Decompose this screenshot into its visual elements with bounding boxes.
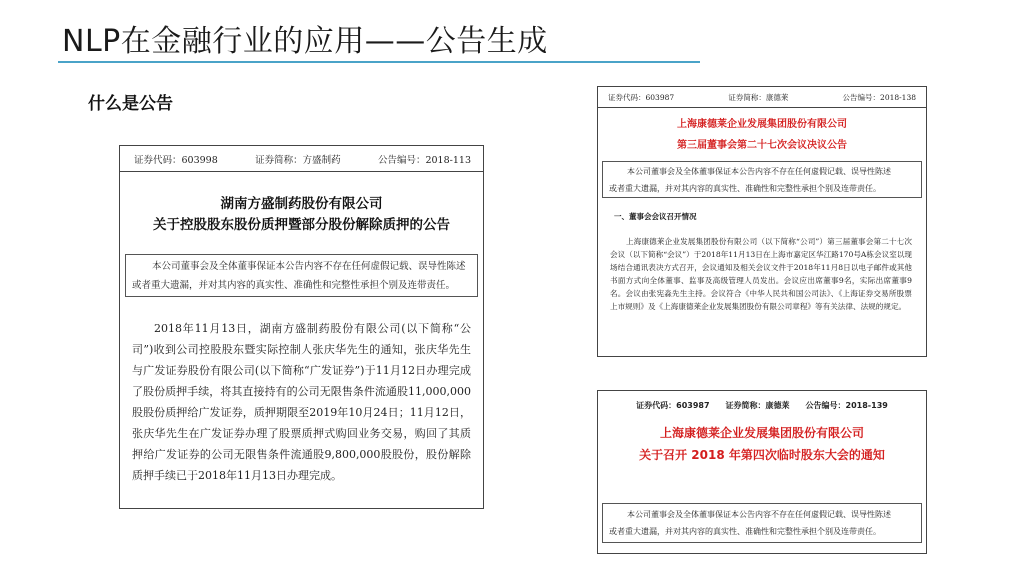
company-name: 湖南方盛制药股份有限公司 [220,196,383,212]
section-heading: 一、董事会会议召开情况 [614,212,697,221]
announcement-title: 第三届董事会第二十七次会议决议公告 [677,140,847,151]
disclaimer-line: 本公司董事会及全体董事保证本公告内容不存在任何虚假记载、误导性陈述 [152,261,466,272]
disclaimer-box [125,254,478,297]
disclaimer-line: 或者重大遗漏，并对其内容的真实性、准确性和完整性承担个别及连带责任。 [609,184,881,193]
security-code: 证券代码：603987 [608,93,675,102]
disclaimer-line: 或者重大遗漏，并对其内容的真实性、准确性和完整性承担个别及连带责任。 [609,527,881,536]
announcement-fangsheng [119,145,484,509]
security-short-name: 证券简称：方盛制药 [255,155,341,166]
section-subtitle: 什么是公告 [88,94,173,114]
announcement-body: 上海康德莱企业发展集团股份有限公司（以下简称“公司”）第三届董事会第二十七次会议（以下简称“会议”）于2018年11月13日在上海市嘉定区华江路170号A栋会议室以现场结合通讯表决方式召开，会议通知及相关会议文件于2018年11月8日以电子邮件或其他书面方式向全体董事、监事及高级管理人员发出。会议应出席董事9名，实际出席董事9名。会议由张宪淼先生主持。会议符合《中华人民共和国公司法》、《上海证券交易所股票上市规则》及《上海康德莱企业发展集团股份有限公司章程》等有关法律、法规的规定。 [610,237,912,311]
announcement-body: 2018年11月13日，湖南方盛制药股份有限公司(以下简称“公司”)收到公司控股股东暨实际控制人张庆华先生的通知，张庆华先生与广发证券股份有限公司(以下简称“广发证券”)于11月12日办理完成了股份质押手续，将其直接持有的公司无限售条件流通股11,000,000股股份质押给广发证券，质押期限至2019年10月24日；11月12日，张庆华先生在广发证券办理了股票质押式购回业务交易，购回了其质押给广发证券的公司无限售条件流通股9,800,000股股份，股份解除质押手续已于2018年11月13日办理完成。 [132,322,471,482]
announcement-kangdelai-meeting [597,390,927,554]
announcement-header [598,87,926,108]
notice-number: 公告编号：2018-139 [805,401,888,410]
disclaimer-box [602,161,922,198]
disclaimer-line: 本公司董事会及全体董事保证本公告内容不存在任何虚假记载、误导性陈述 [627,167,891,176]
announcement-kangdelai-board [597,86,927,357]
announcement-header [598,391,926,411]
notice-number: 公告编号：2018-113 [377,155,471,166]
disclaimer-box [602,503,922,543]
announcement-title: 关于召开 2018 年第四次临时股东大会的通知 [639,448,885,462]
security-code: 证券代码：603998 [134,155,218,166]
notice-number: 公告编号：2018-138 [842,93,916,102]
title-divider [58,61,700,63]
disclaimer-line: 或者重大遗漏，并对其内容的真实性、准确性和完整性承担个别及连带责任。 [132,280,456,291]
company-name: 上海康德莱企业发展集团股份有限公司 [677,119,847,130]
announcement-title: 关于控股股东股份质押暨部分股份解除质押的公告 [153,217,450,233]
slide-title: NLP在金融行业的应用——公告生成 [62,24,548,59]
security-code: 证券代码：603987 [636,401,710,410]
security-short-name: 证券简称：康德莱 [725,401,790,410]
announcement-header [120,146,483,172]
security-short-name: 证券简称：康德莱 [728,93,789,102]
disclaimer-line: 本公司董事会及全体董事保证本公告内容不存在任何虚假记载、误导性陈述 [627,510,891,519]
company-name: 上海康德莱企业发展集团股份有限公司 [659,426,864,440]
